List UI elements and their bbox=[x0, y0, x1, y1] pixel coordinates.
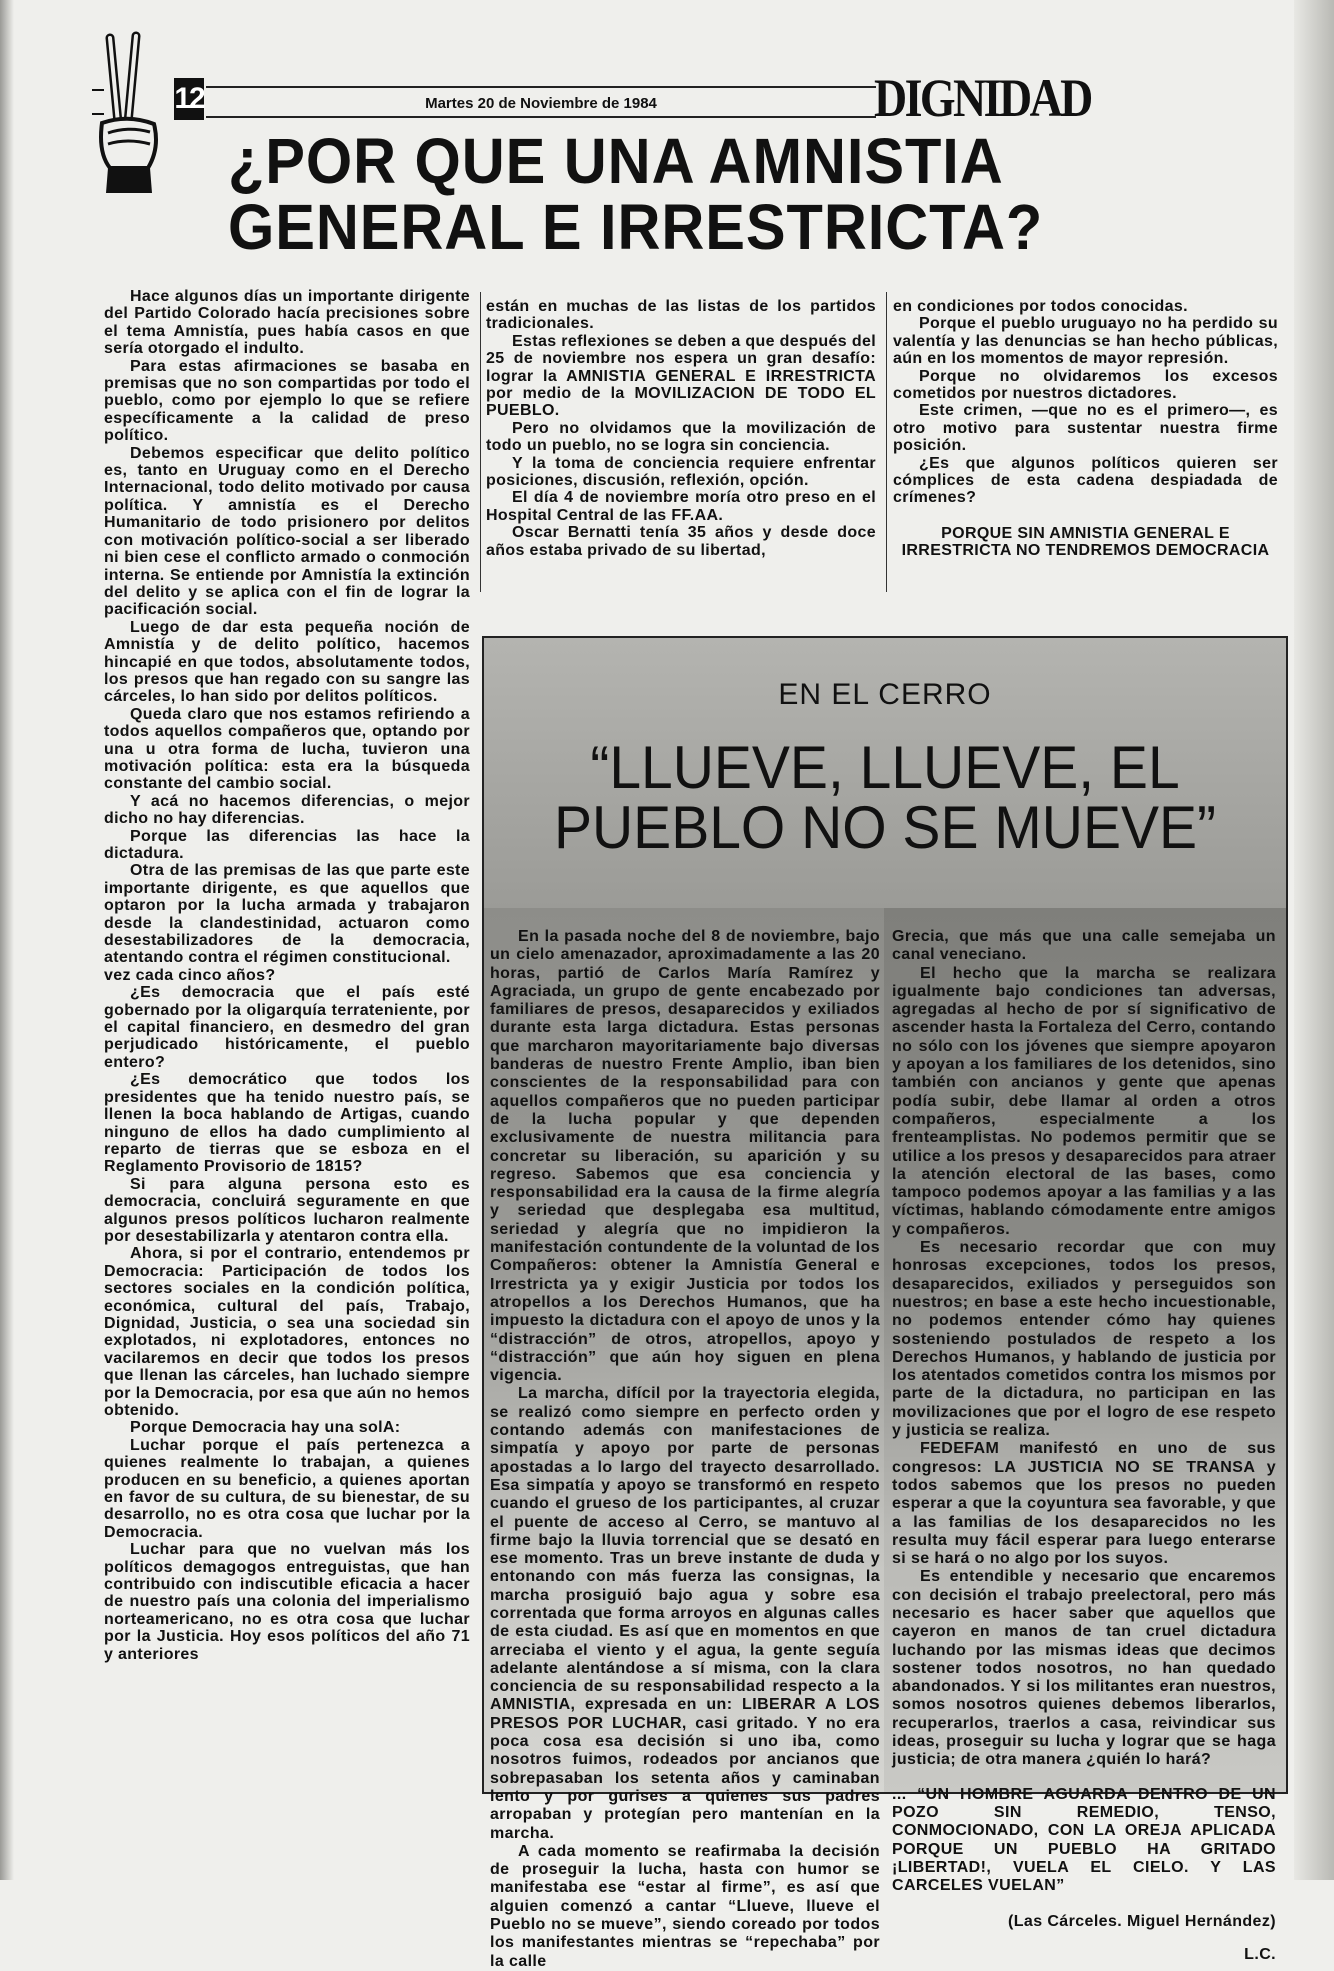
sidebar-title-line-1: “LLUEVE, LLUEVE, EL bbox=[590, 734, 1180, 801]
paragraph: Grecia, que más que una calle semejaba un canal veneciano. bbox=[892, 928, 1276, 964]
paragraph: en condiciones por todos conocidas. bbox=[893, 298, 1188, 315]
sidebar-column-2 bbox=[892, 928, 1276, 1964]
paragraph: Este crimen, —que no es el primero—, es otro motivo para sustentar nuestra firme posición. bbox=[893, 402, 1278, 455]
article-column-1 bbox=[104, 288, 470, 1663]
paragraph: Para estas afirmaciones se basaba en premisas que no son compartidas por todo el pueblo, como por ejemplo lo que se refiere específicamente a la calidad de preso político. bbox=[104, 357, 470, 445]
paragraph: Luchar para que no vuelvan más los políticos demagogos entreguistas, que han contribuido con indiscutible eficacia a hacer de nuestro país una colonia del imperialismo norteamericano, no es otra cosa que luchar por la Justicia. Hoy esos políticos del año 71 y anteriores bbox=[104, 1541, 470, 1663]
peace-hand-icon bbox=[88, 28, 168, 198]
paragraph: ¿Es que algunos políticos quieren ser cómplices de esta cadena despiadada de crímenes? bbox=[893, 454, 1278, 507]
article-column-3-paragraphs bbox=[893, 298, 1278, 507]
quote-source: (Las Cárceles. Miguel Hernández) bbox=[1008, 1913, 1276, 1931]
paragraph: En la pasada noche del 8 de noviembre, bajo un cielo amenazador, aproximadamente a las 20 horas, partió de Carlos María Ramírez y Agraciada, un grupo de gente encabezado por familiares de presos, desaparecidos y exiliados durante esta larga dictadura. Estas personas que marcharon mayoritariamente bajo diversas banderas de nuestro Frente Amplio, iban bien conscientes de la responsabilidad para con aquellos compañeros que no pueden participar de la lucha popular y que dependen exclusivamente de nuestra militancia para concretar su liberación, su aparición y su regreso. Sabemos que esa conciencia y responsabilidad era la causa de la firme alegría y seriedad que desplegaba esa multitud, seriedad y alegría que no impidieron la manifestación contundente de la voluntad de los Compañeros: obtener la Amnistía General e Irrestricta ya y exigir Justicia por todos los atropellos a los Derechos Humanos, que ha impuesto la dictadura con el apoyo de unos y la “distracción” de otros, atropellos, apoyo y “distracción” que aún hoy siguen en plena vigencia. bbox=[490, 928, 880, 1385]
paragraph: Es entendible y necesario que encaremos con decisión el trabajo preelectoral, pero más necesario es hacer saber que aquellos que cayeron en manos de tan cruel dictadura luchando por las mismas ideas que decimos sostener todos nosotros, no han quedado abandonados. Y si los militantes eran nuestros, somos nosotros quienes debemos liberarlos, recuperarlos, traerlos a casa, reivindicar sus ideas, proseguir su lucha y lograr que se haga justicia; de otra manera ¿quién lo hará? bbox=[892, 1568, 1276, 1769]
paragraph: Es necesario recordar que con muy honrosas excepciones, todos los presos, desaparecidos, exiliados y perseguidos son nuestros; en base a este hecho incuestionable, no podemos entender cómo hay quienes sosteniendo postulados de respeto a los Derechos Humanos, y hablando de justicia por los atentados cometidos contra los mismos por parte de la dictadura, no participan en las movilizaciones que por el logro de ese respeto y justicia se realiza. bbox=[892, 1239, 1276, 1440]
sidebar-kicker: EN EL CERRO bbox=[778, 678, 992, 711]
paragraph: Hace algunos días un importante dirigente del Partido Colorado hacía precisiones sobre el tema Amnistía, pues había casos en que sería otorgado el indulto. bbox=[104, 288, 470, 358]
paragraph: El hecho que la marcha se realizara igualmente bajo condiciones tan adversas, agregadas al hecho de por sí significativo de ascender hasta la Fortaleza del Cerro, contando no sólo con los jóvenes que siempre apoyaron y apoyan a los familiares de los detenidos, sino también con ancianos y gente que apenas podía subir, debe llamar al orden a otros compañeros, especialmente a los frenteamplistas. No podemos permitir que se utilice a los presos y desaparecidos para atraer la atención electoral de las bases, como tampoco podemos apoyar a las familias y a las víctimas, hablando cómodamente entre amigos y compañeros. bbox=[892, 964, 1276, 1238]
sidebar-article-box bbox=[482, 636, 1288, 1970]
header-rule-bottom bbox=[206, 116, 876, 118]
column-divider bbox=[480, 292, 481, 592]
sidebar-column-1 bbox=[490, 928, 880, 1971]
paragraph: FEDEFAM manifestó en uno de sus congresos: LA JUSTICIA NO SE TRANSA y todos sabemos que los presos no pueden esperar a que la coyuntura sea favorable, y que a las familias de los desaparecidos no les resulta muy fácil esperar para luego enterarse si se hará o no algo por los suyos. bbox=[892, 1440, 1276, 1568]
paragraph: vez cada cinco años? bbox=[104, 966, 276, 984]
headline-line-2: GENERAL E IRRESTRICTA? bbox=[228, 191, 1044, 263]
paragraph: Estas reflexiones se deben a que después del 25 de noviembre nos espera un gran desafío: lograr la AMNISTIA GENERAL E IRRESTRICTA por medio de la MOVILIZACION DE TODO EL PUEBLO. bbox=[486, 332, 876, 420]
headline-line-1: ¿POR QUE UNA AMNISTIA bbox=[228, 125, 1004, 197]
paragraph: Luego de dar esta pequeña noción de Amnistía y de delito político, hacemos hincapié en que todos, absolutamente todos, los presos que han regado con su sangre las cárceles, lo han sido por delitos políticos. bbox=[104, 618, 470, 706]
paragraph: Porque las diferencias las hace la dictadura. bbox=[104, 827, 470, 862]
sidebar-title-line-2: PUEBLO NO SE MUEVE” bbox=[553, 794, 1216, 861]
header-rule-top bbox=[206, 86, 876, 88]
scan-edge-right bbox=[1294, 0, 1334, 1880]
paragraph: están en muchas de las listas de los partidos tradicionales. bbox=[486, 298, 876, 333]
paragraph: ¿Es democracia que el país esté gobernado por la oligarquía terrateniente, por el capital financiero, en desmedro del gran perjudicado históricamente, el pueblo entero? bbox=[104, 984, 470, 1071]
author-signature: L.C. bbox=[1244, 1945, 1276, 1963]
paragraph: ¿Es democrático que todos los presidentes que ha tenido nuestro país, se llenen la boca hablando de Artigas, cuando ninguno de ellos ha dado cumplimiento al reparto de tierras que se esboza en el Reglamento Provisorio de 1815? bbox=[104, 1071, 470, 1176]
paragraph: Pero no olvidamos que la movilización de todo un pueblo, no se logra sin conciencia. bbox=[486, 419, 876, 455]
sidebar-column-2-paragraphs bbox=[892, 928, 1276, 1770]
paragraph: El día 4 de noviembre moría otro preso en el Hospital Central de las FF.AA. bbox=[486, 489, 876, 524]
sidebar-title bbox=[504, 734, 1266, 861]
article-column-2 bbox=[486, 298, 876, 559]
issue-date: Martes 20 de Noviembre de 1984 bbox=[425, 95, 657, 112]
paragraph: Queda claro que nos estamos refiriendo a todos aquellos compañeros que, optando por una u otra forma de lucha, tuvieron una motivación política: esta era la búsqueda constante del cambio social. bbox=[104, 705, 470, 793]
paragraph: Debemos especificar que delito político es, tanto en Uruguay como en el Derecho Internacional, todo delito motivado por causa política. Y amnistía es el Derecho Humanitario de todo prisionero por delitos con motivación político-social a ser liberado ni bien cese el conflicto armado o conmoción interna. Se entiende por Amnistía la extinción del delito y se aplica con el fin de lograr la pacificación social. bbox=[104, 444, 470, 619]
article-column-3 bbox=[893, 298, 1278, 560]
paragraph: Ahora, si por el contrario, entendemos pr Democracia: Participación de todos los sectores sociales en la condición política, económica, cultural del país, Trabajo, Dignidad, Justicia, o sea una sociedad sin explotados, ni explotadores, entonces no vacilaremos en decir que todos los presos que llenan las cárceles, han luchado siempre por la Democracia, por esa que aún no hemos obtenido. bbox=[104, 1245, 470, 1419]
headline bbox=[228, 125, 1121, 263]
paragraph: A cada momento se reafirmaba la decisión de proseguir la lucha, hasta con humor se manifestaba ese “estar al firme”, es así que alguien comenzó a cantar “Llueve, llueve el Pueblo no se mueve”, siendo coreado por todos los manifestantes mientras se “repechaba” por la calle bbox=[490, 1842, 880, 1970]
sidebar-article-header bbox=[484, 638, 1286, 908]
paragraph: Oscar Bernatti tenía 35 años y desde doce años estaba privado de su libertad, bbox=[486, 524, 876, 559]
paragraph: Y la toma de conciencia requiere enfrentar posiciones, discusión, reflexión, opción. bbox=[486, 454, 876, 490]
paragraph: Luchar porque el país pertenezca a quienes realmente lo trabajan, a quienes producen en su beneficio, a quienes aportan en favor de su cultura, de su bienestar, de su desarrollo, no es otra cosa que luchar por la Democracia. bbox=[104, 1436, 470, 1541]
paragraph: Si para alguna persona esto es democracia, concluirá seguramente en que algunos presos políticos lucharon realmente por desestabilizarla y atentaron contra ella. bbox=[104, 1175, 470, 1245]
masthead-logo: DIGNIDAD bbox=[874, 68, 1091, 128]
paragraph: Porque no olvidaremos los excesos cometidos por nuestros dictadores. bbox=[893, 367, 1278, 403]
paragraph: Y acá no hacemos diferencias, o mejor dicho no hay diferencias. bbox=[104, 792, 470, 828]
article-closing-statement: PORQUE SIN AMNISTIA GENERAL E IRRESTRICTA NO TENDREMOS DEMOCRACIA bbox=[901, 524, 1270, 560]
paragraph: Porque el pueblo uruguayo no ha perdido su valentía y las denuncias se han hecho públicas, aún en los momentos de mayor represión. bbox=[893, 315, 1278, 368]
paragraph: Otra de las premisas de las que parte este importante dirigente, es que aquellos que optaron por la lucha armada y trabajaron desde la clandestinidad, actuaron como desestabilizadores de la democracia, atentando contra el régimen constitucional. bbox=[104, 862, 470, 967]
paragraph: Porque Democracia hay una solA: bbox=[130, 1419, 401, 1437]
poem-quote: ... “UN HOMBRE AGUARDA DENTRO DE UN POZO SIN REMEDIO, TENSO, CONMOCIONADO, CON LA OREJA APLICADA PORQUE UN PUEBLO HA GRITADO ¡LIBERTAD!, VUELA EL CIELO. Y LAS CARCELES VUELAN” bbox=[892, 1785, 1276, 1895]
paragraph: La marcha, difícil por la trayectoria elegida, se realizó como siempre en perfecto orden y contando además con manifestaciones de simpatía y apoyo por parte de personas apostadas a lo largo del trayecto desarrollado. Esa simpatía y apoyo se transformó en respeto cuando el grueso de los participantes, al cruzar el puente de acceso al Cerro, se mantuvo al firme bajo la lluvia torrencial que se desató en ese momento. Tras un breve instante de duda y entonando con más fuerza las consignas, la marcha prosiguió bajo agua y sobre esa correntada que forma arroyos en algunas calles de esta ciudad. Es así que en momentos en que arreciaba el viento y el agua, la gente seguía adelante alentándose a sí misma, con la clara conciencia de su responsabilidad respecto a la AMNISTIA, expresada en un: LIBERAR A LOS PRESOS POR LUCHAR, casi gritado. Y no era poca cosa esa decisión si uno iba, como nosotros fuimos, rodeados por ancianos que sobrepasaban los setenta años y caminaban lento y por gurises a quienes sus padres arropaban y protegían pero mantenían en la marcha. bbox=[490, 1385, 880, 1842]
scan-edge-left bbox=[0, 0, 14, 1880]
page-number: 12 bbox=[174, 78, 204, 120]
column-divider bbox=[886, 292, 887, 592]
